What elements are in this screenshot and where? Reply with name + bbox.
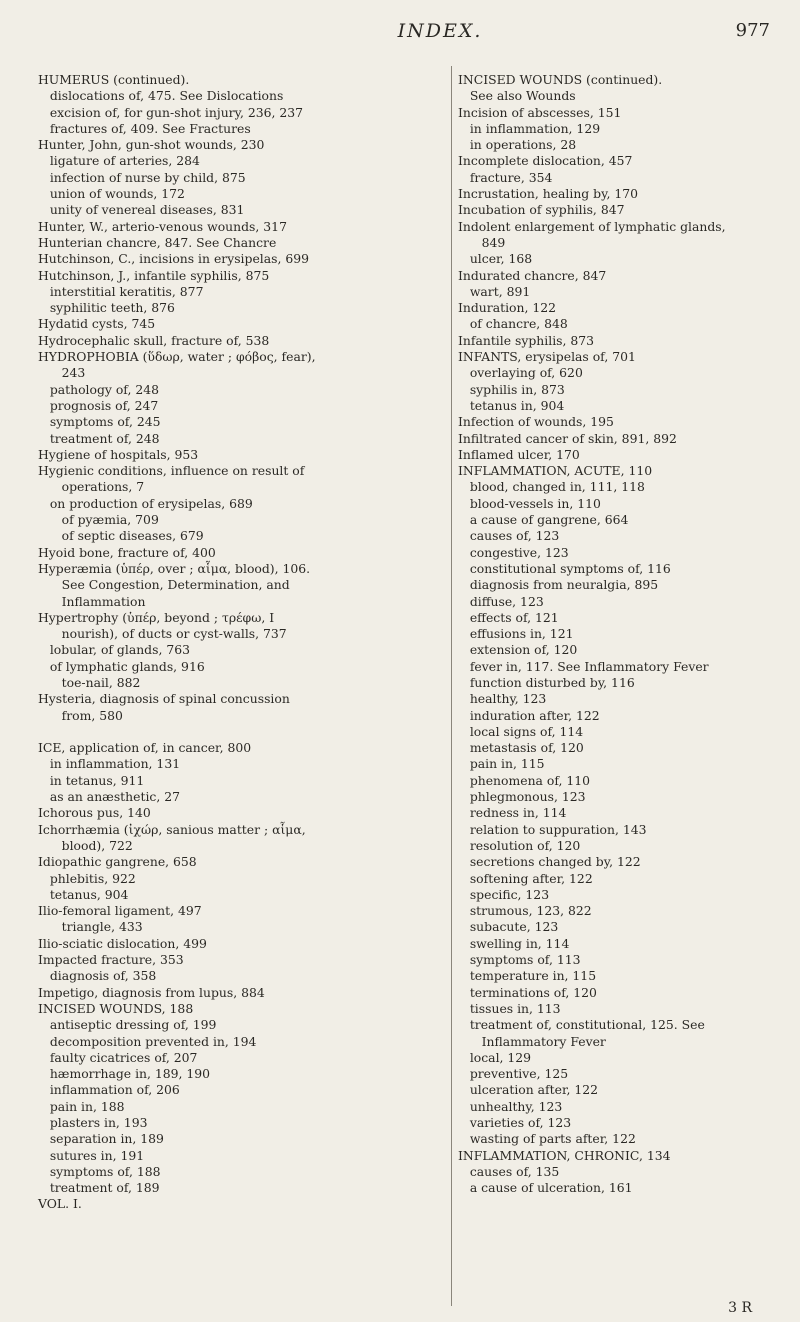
index-entry: Inflammatory Fever [458,1033,606,1049]
index-entry: decomposition prevented in, 194 [38,1033,257,1049]
index-entry: Incision of abscesses, 151 [458,104,622,120]
index-entry: specific, 123 [458,886,550,902]
index-entry: infection of nurse by child, 875 [38,169,246,185]
index-entry: treatment of, constitutional, 125. See [458,1017,705,1033]
index-entry: VOL. I. [38,1196,82,1212]
index-entry: See also Wounds [458,88,576,104]
index-entry: resolution of, 120 [458,837,581,853]
index-entry: temperature in, 115 [458,968,597,984]
index-entry: function disturbed by, 116 [458,674,635,690]
index-entry: varieties of, 123 [458,1115,572,1130]
index-entry: union of wounds, 172 [38,186,185,202]
index-entry: relation to suppuration, 143 [458,821,647,837]
index-entry: antiseptic dressing of, 199 [38,1017,217,1033]
index-entry: syphilis in, 873 [458,381,565,397]
index-entry: Indurated chancre, 847 [458,267,607,283]
index-entry: effusions in, 121 [458,626,574,642]
index-entry: Idiopathic gangrene, 658 [38,854,197,870]
index-entry: nourish), of ducts or cyst-walls, 737 [38,626,287,642]
index-entry: overlaying of, 620 [458,365,583,381]
index-entry: Hyoid bone, fracture of, 400 [38,544,216,560]
index-entry: blood), 722 [38,837,133,853]
index-entry: of septic diseases, 679 [38,528,204,544]
index-entry: sutures in, 191 [38,1147,145,1163]
index-entry: from, 580 [38,707,123,723]
index-entry: Impacted fracture, 353 [38,952,184,968]
index-entry: Hunter, W., arterio-venous wounds, 317 [38,218,287,234]
index-entry: symptoms of, 188 [38,1163,161,1179]
index-entry: phlebitis, 922 [38,870,136,886]
page-number: 977 [735,20,770,41]
index-entry: preventive, 125 [458,1066,569,1082]
index-entry: constitutional symptoms of, 116 [458,560,671,576]
index-entry: lobular, of glands, 763 [38,642,191,658]
index-entry: ICE, application of, in cancer, 800 [38,740,252,756]
index-entry: Hydatid cysts, 745 [38,316,156,332]
index-entry: effects of, 121 [458,609,559,625]
index-entry: wasting of parts after, 122 [458,1131,636,1147]
index-entry: Hutchinson, C., incisions in erysipelas, 699 [38,251,310,267]
index-entry: Hygiene of hospitals, 953 [38,446,199,462]
column-divider [451,66,452,1306]
index-entry: INCISED WOUNDS, 188 [38,1000,194,1016]
index-entry: phenomena of, 110 [458,772,591,788]
index-entry: HYDROPHOBIA (ὕδωρ, water ; φόβος, fear), [38,349,316,365]
index-entry: Indolent enlargement of lymphatic glands, [458,218,726,234]
index-entry: Incomplete dislocation, 457 [458,153,633,169]
index-entry: causes of, 123 [458,528,560,544]
index-entry: treatment of, 189 [38,1180,160,1196]
index-entry [38,724,448,740]
index-entry: symptoms of, 245 [38,414,161,430]
index-entry: Infiltrated cancer of skin, 891, 892 [458,430,677,446]
index-entry: Ichorous pus, 140 [38,805,151,821]
index-entry: healthy, 123 [458,691,547,707]
index-entry: pathology of, 248 [38,381,159,397]
index-entry: pain in, 188 [38,1098,125,1114]
index-entry: Hypertrophy (ὑπέρ, beyond ; τρέφω, I [38,609,275,625]
index-entry: in tetanus, 911 [38,772,145,788]
index-entry: subacute, 123 [458,919,559,935]
index-entry: as an anæsthetic, 27 [38,789,180,805]
index-entry: congestive, 123 [458,544,569,560]
index-entry: wart, 891 [458,283,531,299]
index-entry: causes of, 135 [458,1163,560,1179]
index-entry: ulcer, 168 [458,251,533,267]
index-entry: induration after, 122 [458,707,600,723]
index-entry: fracture, 354 [458,169,553,185]
index-entry: diagnosis from neuralgia, 895 [458,577,659,593]
index-entry: a cause of ulceration, 161 [458,1180,633,1196]
index-entry: triangle, 433 [38,919,143,935]
index-entry: ulceration after, 122 [458,1082,599,1098]
index-entry: terminations of, 120 [458,984,597,1000]
index-entry: excision of, for gun-shot injury, 236, 237 [38,104,304,120]
index-entry: INFANTS, erysipelas of, 701 [458,349,636,365]
index-entry: of chancre, 848 [458,316,568,332]
index-entry: INFLAMMATION, ACUTE, 110 [458,463,653,479]
index-entry: inflammation of, 206 [38,1082,180,1098]
index-entry: on production of erysipelas, 689 [38,495,253,511]
index-entry: fever in, 117. See Inflammatory Fever [458,658,709,674]
index-entry: HUMERUS (continued). [38,72,190,87]
index-entry: strumous, 123, 822 [458,903,592,919]
index-entry: tetanus in, 904 [458,397,565,413]
index-entry: Infection of wounds, 195 [458,414,614,430]
index-entry: diffuse, 123 [458,593,544,609]
index-entry: treatment of, 248 [38,430,160,446]
index-entry: Inflammation [38,593,146,609]
index-entry: INCISED WOUNDS (continued). [458,72,663,87]
index-entry: interstitial keratitis, 877 [38,283,204,299]
index-entry: secretions changed by, 122 [458,854,641,870]
left-index-column [38,72,448,1213]
index-entry: metastasis of, 120 [458,740,584,756]
index-entry: in inflammation, 131 [38,756,181,772]
index-entry: faulty cicatrices of, 207 [38,1049,198,1065]
index-entry: syphilitic teeth, 876 [38,300,175,316]
index-entry: Incubation of syphilis, 847 [458,202,625,218]
index-entry: Impetigo, diagnosis from lupus, 884 [38,984,265,1000]
index-entry: separation in, 189 [38,1131,164,1147]
index-entry: Incrustation, healing by, 170 [458,186,638,202]
index-entry: Infantile syphilis, 873 [458,332,595,348]
index-entry: ligature of arteries, 284 [38,153,200,169]
index-entry: Hunter, John, gun-shot wounds, 230 [38,137,265,153]
index-entry: Ilio-sciatic dislocation, 499 [38,935,207,951]
index-entry: Induration, 122 [458,300,557,316]
index-entry: plasters in, 193 [38,1115,148,1130]
index-entry: Hygienic conditions, influence on result of [38,463,305,479]
index-entry: Ilio-femoral ligament, 497 [38,903,202,919]
index-entry: softening after, 122 [458,870,593,886]
index-entry: extension of, 120 [458,642,578,658]
right-index-column [458,72,788,1196]
index-entry: Hutchinson, J., infantile syphilis, 875 [38,267,270,283]
index-entry: diagnosis of, 358 [38,968,157,984]
index-entry: prognosis of, 247 [38,397,159,413]
index-entry: tissues in, 113 [458,1000,561,1016]
index-entry: blood, changed in, 111, 118 [458,479,645,495]
signature-mark: 3 R [728,1300,752,1316]
index-entry: Hyperæmia (ὑπέρ, over ; αἷμα, blood), 106. [38,560,311,576]
index-entry: local signs of, 114 [458,723,584,739]
index-entry: 849 [458,234,506,250]
index-entry: toe-nail, 882 [38,674,141,690]
index-entry: unity of venereal diseases, 831 [38,202,245,218]
index-entry: in inflammation, 129 [458,120,601,136]
index-entry: Inflamed ulcer, 170 [458,446,580,462]
index-entry: fractures of, 409. See Fractures [38,120,251,136]
index-entry: local, 129 [458,1049,532,1065]
index-entry: swelling in, 114 [458,935,570,951]
index-entry: in operations, 28 [458,137,577,153]
index-entry: a cause of gangrene, 664 [458,512,629,528]
index-entry: Hydrocephalic skull, fracture of, 538 [38,332,270,348]
index-entry: unhealthy, 123 [458,1098,563,1114]
index-entry: See Congestion, Determination, and [38,577,290,593]
index-entry: Hysteria, diagnosis of spinal concussion [38,691,290,707]
running-head: INDEX. [397,20,483,42]
index-entry: of pyæmia, 709 [38,512,159,528]
index-entry: of lymphatic glands, 916 [38,658,205,674]
index-entry: 243 [38,365,86,381]
index-entry: INFLAMMATION, CHRONIC, 134 [458,1147,671,1163]
index-entry: tetanus, 904 [38,886,129,902]
index-entry: symptoms of, 113 [458,952,581,968]
index-entry: hæmorrhage in, 189, 190 [38,1066,211,1082]
index-entry: dislocations of, 475. See Dislocations [38,88,284,104]
index-entry: Hunterian chancre, 847. See Chancre [38,234,277,250]
index-entry: redness in, 114 [458,805,567,821]
index-entry: operations, 7 [38,479,145,495]
index-entry: blood-vessels in, 110 [458,495,601,511]
index-entry: Ichorrhæmia (ἰχώρ, sanious matter ; αἷμα, [38,821,306,837]
index-entry: pain in, 115 [458,756,545,772]
index-entry: phlegmonous, 123 [458,789,586,805]
